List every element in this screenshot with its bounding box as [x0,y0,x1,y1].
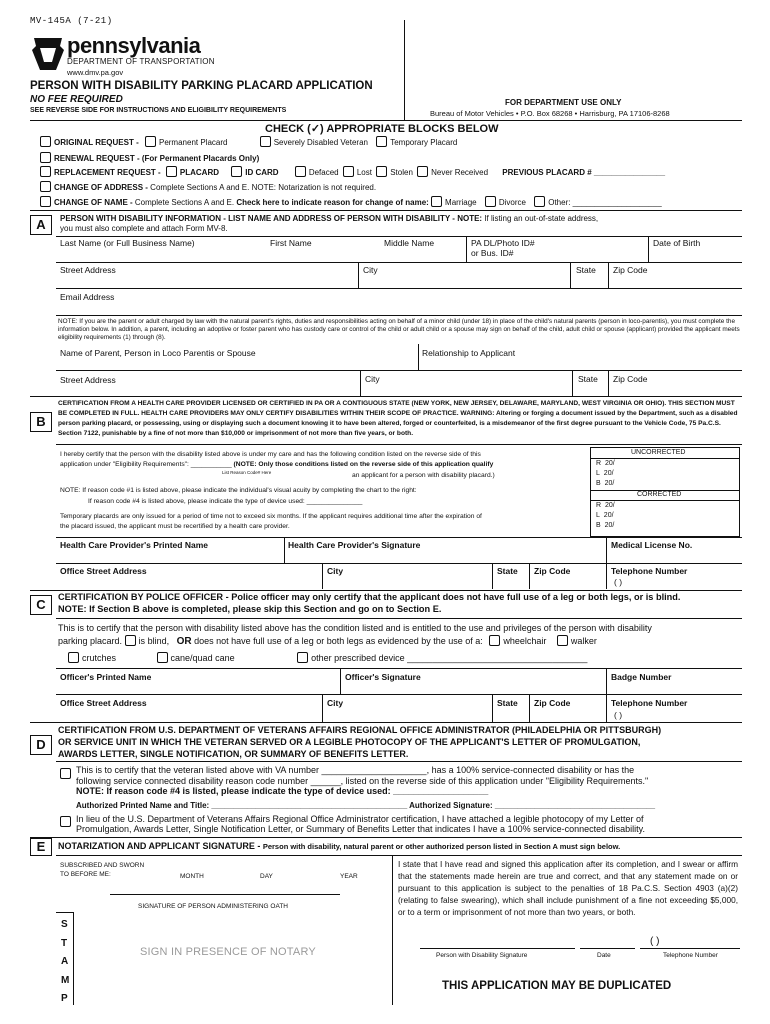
hcp-name-field[interactable]: Health Care Provider's Printed Name [60,540,208,550]
lieu-checkbox[interactable] [60,816,71,827]
renewal-checkbox[interactable] [40,152,51,163]
keystone-logo-icon [30,36,66,72]
renewal-label: RENEWAL REQUEST - (For Permanent Placards Only) [54,154,260,163]
change-address-checkbox[interactable] [40,181,51,192]
year-field[interactable]: YEAR [340,873,358,880]
section-c-line1: This is to certify that the person with disability listed above has the condition listed and is entitled to the use and privileges of the person with disability [58,623,652,633]
va-line2[interactable]: following service connected disability reason code number ______, listed on the reverse side of this application under "Eligibility Requirements." [76,776,649,786]
sworn-line2: TO BEFORE ME: [60,871,111,878]
authorized-name-field[interactable]: Authorized Printed Name and Title: ____________________________________________ Authorized Signature: ____________________________________ [76,801,656,810]
defaced-label: Defaced [308,168,339,177]
hcp-city-field[interactable]: City [327,566,344,576]
stolen-label: Stolen [390,168,413,177]
section-a-letter: A [30,215,52,235]
corrected-label: CORRECTED [637,491,682,498]
never-received-checkbox[interactable] [417,166,428,177]
dob-field[interactable]: Date of Birth [653,238,701,248]
applicant-phone-paren: ( ) [650,936,660,947]
applicant-signature-field[interactable]: Person with Disability Signature [436,952,528,959]
section-a-note: If listing an out-of-state address, [484,214,599,223]
corrected-rows[interactable]: R 20/ L 20/ B 20/ [596,502,615,529]
officer-zip-field[interactable]: Zip Code [534,698,571,708]
lost-label: Lost [356,168,372,177]
defaced-checkbox[interactable] [295,166,306,177]
crutches-label: crutches [82,653,117,663]
officer-name-field[interactable]: Officer's Printed Name [60,672,152,682]
marriage-label: Marriage [445,198,477,207]
day-field[interactable]: DAY [260,873,273,880]
other-field[interactable]: Other: ____________________ [548,198,662,207]
pa-dl-field[interactable]: PA DL/Photo ID# [471,238,535,248]
officer-office-field[interactable]: Office Street Address [60,698,147,708]
walker-label: walker [570,636,597,646]
hcp-signature-field[interactable]: Health Care Provider's Signature [288,540,421,550]
zip-field[interactable]: Zip Code [613,265,648,275]
blind-checkbox[interactable] [125,635,136,646]
section-e-subheading: Person with disability, natural parent or other authorized person listed in Section A must sign below. [262,842,621,851]
relationship-field[interactable]: Relationship to Applicant [422,348,516,358]
original-checkbox[interactable] [40,136,51,147]
lieu-line2: Promulgation, Awards Letter, Single Notification Letter, or Summary of Benefits Letter that indicates I have a 100% service-connected disability. [76,824,645,834]
check-heading: CHECK (✓) APPROPRIATE BLOCKS BELOW [265,123,499,135]
officer-phone-paren: ( ) [614,710,623,720]
section-d-letter: D [30,735,52,755]
officer-state-field[interactable]: State [497,698,518,708]
never-received-label: Never Received [431,168,489,177]
list-reason-label: List Reason Code# Here [222,470,272,475]
hcp-state-field[interactable]: State [497,566,518,576]
section-a-heading: PERSON WITH DISABILITY INFORMATION - LIST NAME AND ADDRESS OF PERSON WITH DISABILITY - NOTE: [60,214,483,223]
license-field[interactable]: Medical License No. [611,540,693,550]
form-id: MV-145A (7-21) [30,16,113,26]
lost-checkbox[interactable] [343,166,354,177]
marriage-checkbox[interactable] [431,196,442,207]
certify-line3: an applicant for a person with disability placard.) [352,472,495,479]
placard-text: parking placard. [58,636,123,646]
acuity-note: NOTE: If reason code #1 is listed above, please indicate the individual's visual acuity by completing the chart to the right: [60,487,417,494]
parent-name-field[interactable]: Name of Parent, Person in Loco Parentis or Spouse [60,348,256,358]
lieu-line1: In lieu of the U.S. Department of Veterans Affairs Regional Office Administrator certification, I have attached a legible photocopy of my Letter of [76,814,644,824]
section-b-heading: CERTIFICATION FROM A HEALTH CARE PROVIDER LICENSED OR CERTIFIED IN PA OR A CONTIGUOUS STATE (NEW YORK, NEW JERSEY, DELAWARE, MARYLAND, WEST VIRGINIA OR OHIO). THIS SECTION MUST BE COMPLETED IN FULL. HEALTH CARE PROVIDERS MAY ONLY CERTIFY DISABILITIES WITHIN THEIR SCOPE OF PRACTICE. WARNING: Altering or forging a document issued by the Department, such as a disabled person parking placard, or possessing, using or displaying such a document knowing it to have been altered, forged or counterfeited, is a misdemeanor of the first degree pursuant to the Vehicle Code, 75 Pa.C.S. Section 7122, punishable by a fine of not more than $10,000 or imprisonment of not more than five years, or both. [58,400,738,437]
check-reason-label: Check here to indicate reason for change of name: [236,198,429,207]
temp-note-1: Temporary placards are only issued for a period of time not to exceed six months. If the applicant requires additional time after the expiration of [60,513,482,520]
stamp-letters: S T A M P [61,919,70,1004]
loco-parentis-note: NOTE: If you are the parent or adult charged by law with the natural parent's rights, duties and responsibilities acting on behalf of a minor child (under 18) in place of the child's natural parents (person in loco-parentis), you must complete the information below. In addition, a parent, including an adoptive or foster parent who has custody care or control of the child or adult child or a spouse may sign on behalf of the child, adult child or spouse (applicant) provided the applicant meets eligibility requirements (1) through (8). [58,318,740,342]
section-e-heading: NOTARIZATION AND APPLICANT SIGNATURE - [58,841,261,851]
permanent-placard-label: Permanent Placard [158,138,228,147]
certify-line1: I hereby certify that the person with the disability listed above is under my care and has the following condition listed on the reverse side of this [60,451,481,458]
change-address-label: CHANGE OF ADDRESS - [54,183,148,192]
officer-city-field[interactable]: City [327,698,344,708]
section-a-note2: you must also complete and attach Form MV-8. [60,224,228,233]
last-name-field[interactable]: Last Name (or Full Business Name) [60,238,195,248]
device-note-field[interactable]: If reason code #4 is listed above, please indicate the type of device used: _______________ [88,498,363,505]
sign-presence-notary: SIGN IN PRESENCE OF NOTARY [140,946,316,958]
page-title: PERSON WITH DISABILITY PARKING PLACARD APPLICATION [30,80,373,92]
hcp-office-field[interactable]: Office Street Address [60,566,147,576]
or-label: OR [176,636,192,647]
crutches-checkbox[interactable] [68,652,79,663]
change-name-label: CHANGE OF NAME - [54,198,133,207]
see-reverse: SEE REVERSE SIDE FOR INSTRUCTIONS AND ELIGIBILITY REQUIREMENTS [30,107,287,114]
applicant-date-field[interactable]: Date [597,952,611,959]
section-d-heading3: AWARDS LETTER, SINGLE NOTIFICATION, OR SUMMARY OF BENEFITS LETTER. [58,749,409,759]
walker-checkbox[interactable] [557,635,568,646]
cane-label: cane/quad cane [170,653,235,663]
affirmation-statement: I state that I have read and signed this application after its completion, and I swear or affirm that the statements made herein are true and correct, and that any statement made on or pursuant to this application is subject to the penalties of 18 Pa.C.S. Section 4903 (a)(2) (relating to false swearing), which shall include punishment of a fine not exceeding $5,000, or to a term or imprisonment of not more than two years, or both. [398,859,738,917]
certify-note: (NOTE: Only those conditions listed on the reverse side of this application qualify [233,461,494,468]
officer-signature-field[interactable]: Officer's Signature [345,672,421,682]
hcp-phone-paren: ( ) [614,577,623,587]
section-e-letter: E [30,838,52,856]
city-field[interactable]: City [363,265,378,275]
stolen-checkbox[interactable] [376,166,387,177]
temp-note-2: the placard issued, the applicant must be recertified by a health care provider. [60,523,290,530]
no-fee: NO FEE REQUIRED [30,94,123,105]
brand-name: pennsylvania [67,33,201,58]
email-field[interactable]: Email Address [60,292,115,302]
badge-field[interactable]: Badge Number [611,672,672,682]
replacement-label: REPLACEMENT REQUEST - [54,168,161,177]
change-name-note: Complete Sections A and E. [134,198,235,207]
parent-zip-field[interactable]: Zip Code [613,374,648,384]
other-checkbox[interactable] [534,196,545,207]
other-device-checkbox[interactable] [297,652,308,663]
parent-state-field[interactable]: State [578,374,598,384]
section-d-heading2: OR SERVICE UNIT IN WHICH THE VETERAN SERVED OR A LEGIBLE PHOTOCOPY OF THE APPLICANT'S LETTER OF PROMULGATION, [58,737,641,747]
section-c-note: NOTE: If Section B above is completed, please skip this Section and go on to Section E. [58,604,442,614]
permanent-placard-checkbox[interactable] [145,136,156,147]
section-b-letter: B [30,412,52,432]
divorce-label: Divorce [498,198,526,207]
bus-id-label: or Bus. ID# [471,248,514,258]
va-certify-checkbox[interactable] [60,768,71,779]
wheelchair-label: wheelchair [503,636,547,646]
previous-placard-field[interactable]: PREVIOUS PLACARD # ________________ [502,168,666,177]
sworn-line1: SUBSCRIBED AND SWORN [60,862,145,869]
blind-label: is blind, [138,636,170,646]
original-label: ORIGINAL REQUEST - [54,138,139,147]
state-field[interactable]: State [576,265,596,275]
website: www.dmv.pa.gov [67,68,124,77]
replacement-checkbox[interactable] [40,166,51,177]
temporary-placard-checkbox[interactable] [376,136,387,147]
placard-label: PLACARD [179,168,220,177]
veteran-checkbox[interactable] [260,136,271,147]
wheelchair-checkbox[interactable] [489,635,500,646]
street-field[interactable]: Street Address [60,265,116,275]
change-address-note: Complete Sections A and E. NOTE: Notarization is not required. [150,183,377,192]
divorce-checkbox[interactable] [485,196,496,207]
bureau-address: Bureau of Motor Vehicles • P.O. Box 68268 • Harrisburg, PA 17106-8268 [430,109,670,118]
va-line3[interactable]: NOTE: If reason code #4 is listed, please indicate the type of device used: ___________________ [76,786,489,796]
middle-name-field[interactable]: Middle Name [384,238,435,248]
applicant-phone-field[interactable]: Telephone Number [663,952,718,959]
month-field[interactable]: MONTH [180,873,204,880]
placard-checkbox[interactable] [166,166,177,177]
id-card-checkbox[interactable] [231,166,242,177]
va-line1[interactable]: This is to certify that the veteran listed above with VA number _____________________, has a 100% service-connected disability or has the [76,765,635,775]
section-c-letter: C [30,595,52,615]
legs-text: does not have full use of a leg or both legs as evidenced by the use of a: [194,636,483,646]
id-card-label: ID CARD [245,168,279,177]
acuity-chart [590,447,740,537]
may-be-duplicated: THIS APPLICATION MAY BE DUPLICATED [442,980,672,992]
oath-signature-field[interactable]: SIGNATURE OF PERSON ADMINISTERING OATH [138,903,288,910]
uncorrected-rows[interactable]: R 20/ L 20/ B 20/ [596,460,615,487]
first-name-field[interactable]: First Name [270,238,312,248]
temporary-placard-label: Temporary Placard [390,138,458,147]
hcp-phone-field[interactable]: Telephone Number [611,566,688,576]
change-name-checkbox[interactable] [40,196,51,207]
dept-use: FOR DEPARTMENT USE ONLY [505,98,622,107]
officer-phone-field[interactable]: Telephone Number [611,698,688,708]
parent-street-field[interactable]: Street Address [60,375,116,385]
hcp-zip-field[interactable]: Zip Code [534,566,571,576]
section-d-heading1: CERTIFICATION FROM U.S. DEPARTMENT OF VETERANS AFFAIRS REGIONAL OFFICE ADMINISTRATOR (PHILADELPHIA OR PITTSBURGH) [58,725,662,735]
section-c-heading: CERTIFICATION BY POLICE OFFICER - Police officer may only certify that the applicant does not have full use of a leg or both legs, or is blind. [58,592,681,602]
dept-name: DEPARTMENT OF TRANSPORTATION [67,57,215,66]
uncorrected-label: UNCORRECTED [631,449,686,456]
parent-city-field[interactable]: City [365,374,380,384]
veteran-label: Severely Disabled Veteran [273,138,368,147]
reason-code-field[interactable]: application under "Eligibility Requirements": ___________ [60,461,232,468]
other-device-field[interactable]: other prescribed device ____________________________________ [311,653,588,663]
cane-checkbox[interactable] [157,652,168,663]
